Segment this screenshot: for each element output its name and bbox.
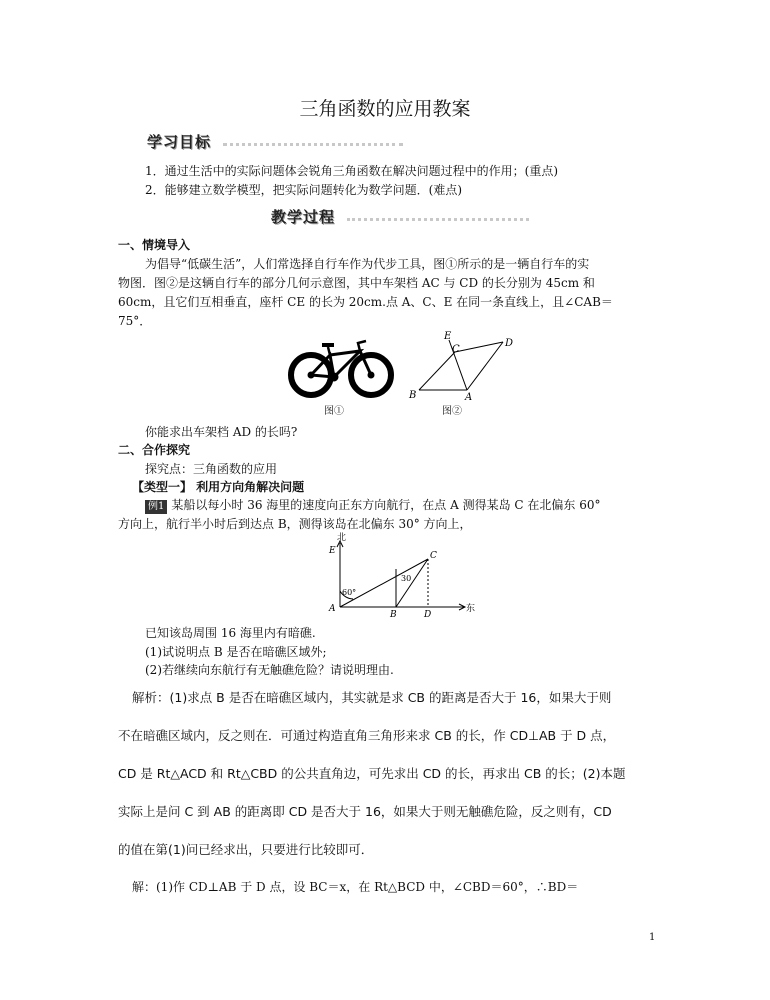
section-heading: 一、情境导入 bbox=[118, 238, 191, 252]
known-line: (2)若继续向东航行有无触礁危险？请说明理由. bbox=[145, 663, 394, 677]
analysis-line: CD 是 Rt△ACD 和 Rt△CBD 的公共直角边，可先求出 CD 的长，再求出 CB 的长；(2)本题 bbox=[118, 766, 626, 781]
page-number: 1 bbox=[649, 932, 656, 943]
section-heading: 二、合作探究 bbox=[118, 443, 191, 457]
frame-geometry-figure bbox=[405, 330, 520, 405]
label-B: B bbox=[409, 390, 417, 401]
paragraph-line: 为倡导“低碳生活”，人们常选择自行车作为代步工具，图①所示的是一辆自行车的实 bbox=[145, 257, 590, 271]
label-C: C bbox=[430, 551, 437, 561]
banner-dots bbox=[223, 143, 403, 146]
type-heading: 【类型一】 利用方向角解决问题 bbox=[132, 480, 305, 494]
segment-BC bbox=[419, 352, 455, 390]
label-angle-30: 30 bbox=[401, 574, 412, 583]
crank bbox=[330, 373, 338, 381]
example-text: 某船以每小时 36 海里的速度向正东方向航行，在点 A 测得某岛 C 在北偏东 60° bbox=[171, 498, 601, 512]
analysis-line: 不在暗礁区域内，反之则在．可通过构造直角三角形来求 CB 的长，作 CD⊥AB 于 D 点， bbox=[118, 728, 616, 743]
label-B: B bbox=[390, 610, 397, 620]
label-D: D bbox=[424, 610, 432, 620]
known-line: (1)试说明点 B 是否在暗礁区域外; bbox=[145, 645, 327, 659]
label-east: 东 bbox=[466, 604, 476, 614]
label-C: C bbox=[452, 344, 460, 355]
paragraph-line: 75°． bbox=[118, 314, 152, 328]
goal-item: 1．通过生活中的实际问题体会锐角三角函数在解决问题过程中的作用；(重点) bbox=[145, 164, 559, 178]
label-E: E bbox=[444, 331, 452, 342]
analysis-line: 解析：(1)求点 B 是否在暗礁区域内，其实就是求 CB 的距离是否大于 16，如果大于则 bbox=[132, 690, 612, 705]
solution-line: 解：(1)作 CD⊥AB 于 D 点，设 BC＝x，在 Rt△BCD 中，∠CBD＝60°，∴BD＝ bbox=[132, 880, 579, 894]
paragraph-line: 60cm，且它们互相垂直，座杆 CE 的长为 20cm.点 A、C、E 在同一条直线上，且∠CAB＝ bbox=[118, 295, 613, 309]
figure-caption: 图② bbox=[442, 406, 462, 417]
segment-AD bbox=[467, 342, 503, 390]
example-badge: 例1 bbox=[145, 500, 167, 514]
example-line: 方向上，航行半小时后到达点 B，测得该岛在北偏东 30° 方向上， bbox=[118, 517, 472, 531]
analysis-line: 实际上是问 C 到 AB 的距离即 CD 是否大于 16，如果大于则无触礁危险，反之则有，CD bbox=[118, 804, 612, 819]
explore-point: 探究点：三角函数的应用 bbox=[145, 462, 278, 476]
label-D: D bbox=[505, 338, 514, 349]
example-line bbox=[145, 496, 600, 514]
banner-label: 学习目标 bbox=[147, 133, 212, 151]
bicycle-figure bbox=[286, 333, 396, 403]
label-A: A bbox=[329, 604, 336, 614]
segment-BC bbox=[396, 559, 428, 607]
goal-item: 2．能够建立数学模型，把实际问题转化为数学问题．(难点) bbox=[145, 183, 463, 197]
label-E: E bbox=[329, 546, 336, 556]
label-north: 北 bbox=[337, 533, 347, 543]
segment-CD bbox=[455, 342, 503, 352]
banner-label: 教学过程 bbox=[271, 208, 336, 226]
direction-angle-figure bbox=[322, 531, 482, 623]
paragraph-line: 物图．图②是这辆自行车的部分几何示意图，其中车架档 AC 与 CD 的长分别为 45cm 和 bbox=[118, 276, 595, 290]
label-angle-60: 60° bbox=[342, 588, 357, 597]
analysis-line: 的值在第(1)问已经求出，只要进行比较即可． bbox=[118, 842, 374, 857]
section-banner-process bbox=[271, 209, 531, 225]
page-title: 三角函数的应用教案 bbox=[299, 98, 471, 120]
question-text: 你能求出车架档 AD 的长吗? bbox=[145, 425, 298, 439]
figure-caption: 图① bbox=[324, 406, 344, 417]
label-A: A bbox=[465, 392, 473, 403]
section-banner-goals bbox=[147, 134, 407, 150]
segment-AC bbox=[340, 559, 428, 607]
seat-post bbox=[328, 347, 330, 355]
banner-dots bbox=[347, 218, 529, 221]
known-line: 已知该岛周围 16 海里内有暗礁. bbox=[145, 626, 316, 640]
